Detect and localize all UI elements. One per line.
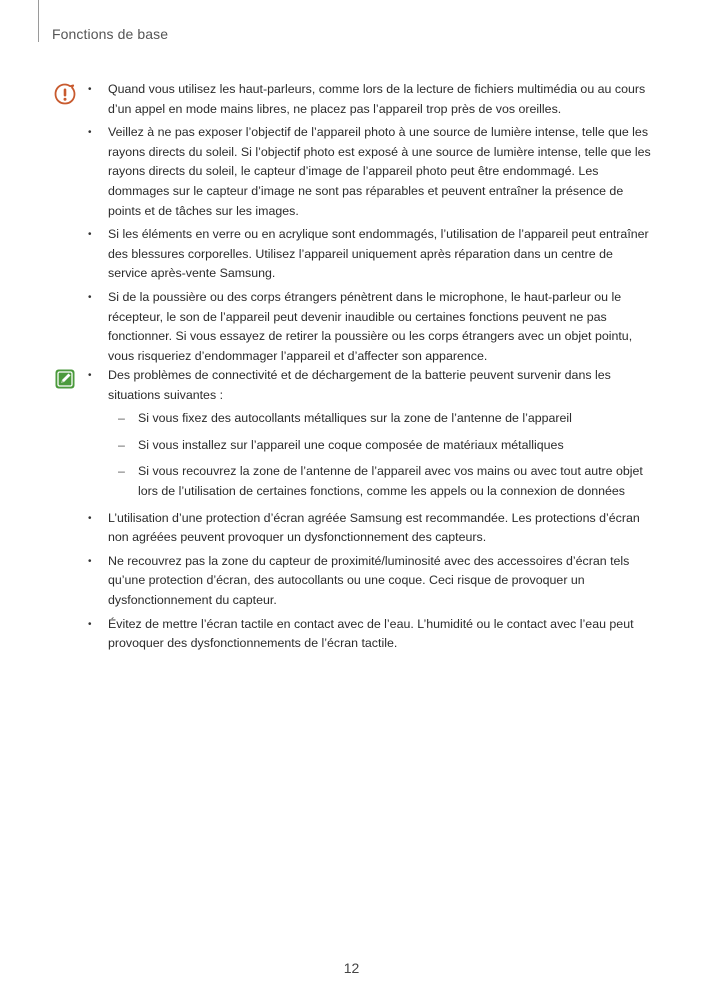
note-sub-item	[108, 409, 653, 429]
note-item-text: Ne recouvrez pas la zone du capteur de proximité/luminosité avec des accessoires d’écran tels qu’une protection d’écran, des autocollants ou une coque. Ceci risque de provoquer un dysfonctionnement du capteur.	[108, 553, 630, 607]
bullet-marker: •	[88, 291, 92, 303]
bullet-marker: •	[88, 618, 92, 630]
note-sub-item-text: Si vous installez sur l’appareil une coque composée de matériaux métalliques	[138, 437, 564, 452]
caution-list	[88, 80, 653, 370]
dash-marker: –	[118, 437, 125, 452]
note-item	[88, 615, 653, 654]
bullet-marker: •	[88, 555, 92, 567]
note-pencil-icon	[54, 368, 76, 390]
bullet-marker: •	[88, 84, 92, 95]
note-sub-item-text: Si vous fixez des autocollants métalliques sur la zone de l’antenne de l’appareil	[138, 411, 572, 426]
section-title: Fonctions de base	[52, 26, 169, 42]
note-item-text: Évitez de mettre l’écran tactile en contact avec de l’eau. L’humidité ou le contact avec l’eau peut provoquer des dysfonctionnements de l’écran tactile.	[108, 616, 634, 651]
note-sub-item-text: Si vous recouvrez la zone de l’antenne de l’appareil avec vos mains ou avec tout autre objet lors de l’utilisation de certaines fonctions, comme les appels ou la connexion de données	[138, 464, 643, 498]
caution-item-text: Veillez à ne pas exposer l’objectif de l’appareil photo à une source de lumière intense, telle que les rayons directs du soleil. Si l’objectif photo est exposé à une source de lumière intense, telle que les rayons directs du soleil, le capteur d’image de l’appareil photo peut être endommagé. Les dommages sur le capteur d’image ne sont pas réparables et peuvent entraîner la présence de points et de tâches sur les images.	[108, 125, 651, 218]
caution-item	[88, 123, 653, 221]
note-item	[88, 366, 653, 502]
bullet-marker: •	[88, 229, 92, 241]
bullet-marker: •	[88, 512, 92, 524]
note-list	[88, 366, 653, 658]
dash-marker: –	[118, 464, 125, 479]
caution-item-text: Si de la poussière ou des corps étrangers pénètrent dans le microphone, le haut-parleur ou le récepteur, le son de l’appareil peut devenir inaudible ou certaines fonctions peuvent ne pas fonctionner. Si vous essayez de retirer la poussière ou les corps étrangers avec un objet pointu, vous risqueriez d’endommager l’appareil et d’affecter son apparence.	[108, 289, 633, 363]
note-sub-item	[108, 436, 653, 456]
bullet-marker: •	[88, 127, 92, 139]
note-item	[88, 552, 653, 611]
note-intro-text: Des problèmes de connectivité et de déchargement de la batterie peuvent survenir dans les situations suivantes :	[108, 368, 611, 402]
caution-item	[88, 225, 653, 284]
header-rule	[38, 0, 39, 42]
caution-item-text: Quand vous utilisez les haut-parleurs, comme lors de la lecture de fichiers multimédia ou au cours d’un appel en mode mains libres, ne placez pas l’appareil trop près de vos oreilles.	[108, 82, 646, 116]
caution-item	[88, 288, 653, 366]
dash-marker: –	[118, 411, 125, 426]
note-sub-item	[108, 462, 653, 501]
note-item-text: L’utilisation d’une protection d’écran agréée Samsung est recommandée. Les protections d’écran non agréées peuvent provoquer un dysfonctionnement des capteurs.	[108, 510, 640, 545]
note-sub-list	[108, 409, 653, 501]
note-item	[88, 509, 653, 548]
caution-exclamation-icon	[54, 83, 76, 105]
bullet-marker: •	[88, 370, 92, 381]
page-number: 12	[343, 960, 360, 976]
caution-item	[88, 80, 653, 119]
caution-item-text: Si les éléments en verre ou en acrylique sont endommagés, l’utilisation de l’appareil peut entraîner des blessures corporelles. Utilisez l’appareil uniquement après réparation dans un centre de service après-vente Samsung.	[108, 227, 649, 281]
